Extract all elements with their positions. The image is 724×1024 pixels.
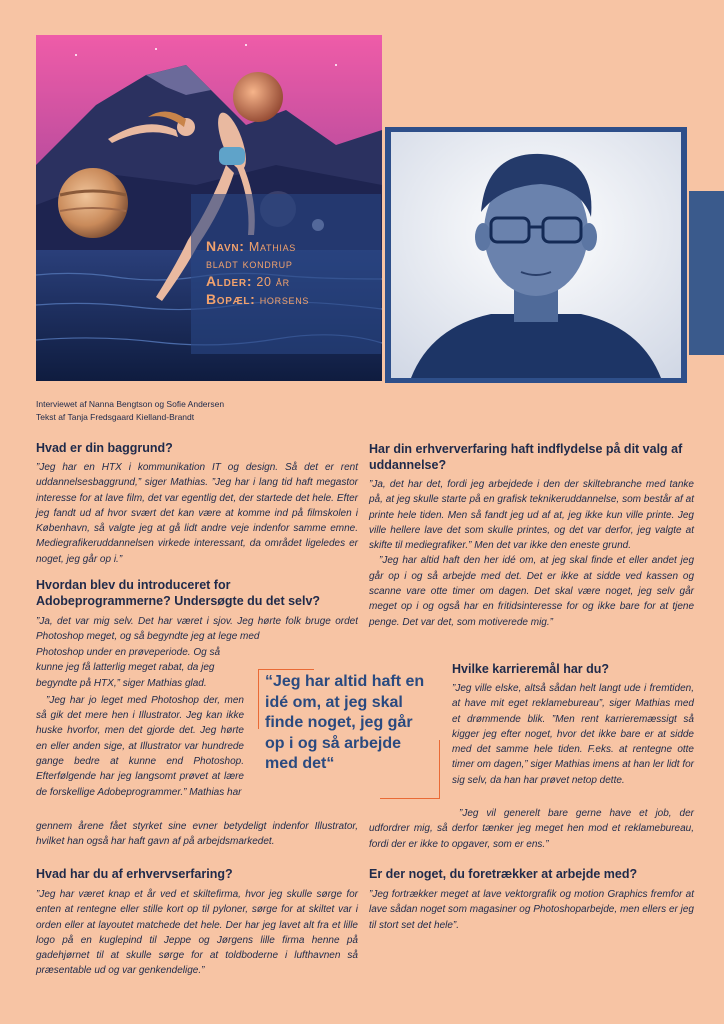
section-adobe-body-narrow [36,645,244,816]
residence-row [206,291,386,309]
pull-quote: “Jeg har altid haft en idé om, at jeg skal finde noget, jeg går op i og så arbejde med det“ [265,673,425,772]
section-experience [36,866,358,979]
section-preferences [369,866,694,933]
name-label: Navn: [206,238,245,254]
section-body-2: ”Jeg har altid haft den her idé om, at jeg skal finde et eller andet jeg går op i og så arbejde med det. Det er ikke at sidde ved kassen og scanne vare otte timer om dagen. Det skal være noget, jeg selv går meget op i og også har en fritidsinteresse for og ikke bare for at tjene penge. Det var det, som motiverede mig.” [369,555,694,628]
section-body: ”Jeg har en HTX i kommunikation IT og design. Så det er rent uddannelsesbaggrund,” siger Mathias. ”Jeg har i lang tid haft megastor interesse for at lave film, det var egentlig det, der startede det hele. Efter jeg fandt ud af hvor svært det kan være at komme ind på filmskolen i København, så valgte jeg at gå lidt andre veje indenfor samme emne. Mediegrafikeruddannelsen virkede interessant, da området ligeledes er noget, jeg går op i.” [36,462,358,565]
residence-label: Bopæl: [206,291,256,307]
section-body-tail: gennem årene fået styrket sine evner betydeligt indenfor Illustrator, hvilket han også har haft gavn af på arbejdsmarkedet. [36,821,358,848]
section-body: ”Ja, det har det, fordi jeg arbejdede i den der skiltebranche med tanke på, at jeg skulle starte på en grafisk teknikeruddannelse, som består af at printe hele tiden. Men så fandt jeg ud af at, jeg ikke kun ville printe. Jeg ville hellere lave det som skulle printes, og det var derfor, jeg valgte at skifte til mediegrafiker.” Men det var ikke den eneste grund. [369,479,694,552]
section-adobe-body-wide [36,614,358,644]
quote-frame-line [258,669,314,670]
portrait-photo [391,132,681,378]
interview-credit: Interviewet af Nanna Bengtson og Sofie Andersen [36,399,225,409]
section-career-goals [452,661,694,788]
section-title: Er der noget, du foretrækker at arbejde med? [369,867,638,881]
section-experience-influence [369,441,694,630]
section-body: ”Jeg fortrækker meget at lave vektorgrafik og motion Graphics fremfor at lave sådan noget som magasiner og Photoshoparbejde, men ellers er jeg til stort set det hele”. [369,889,694,931]
age-label: Alder: [206,273,253,289]
section-adobe-body-end [36,819,358,850]
section-title: Hvad har du af erhvervserfaring? [36,867,233,881]
age-value: 20 år [256,275,290,289]
section-title: Hvordan blev du introduceret for Adobeprogrammerne? Undersøgte du det selv? [36,578,321,608]
section-body: ”Jeg har været knap et år ved et skiltefirma, hvor jeg skulle sørge for enten at rentegne eller stille kort op til pyloner, sørge for at skiltet var i orden eller at layoutet matchede det hele. Der har jeg lavet alt fra et lille logo på en kuglepind til Jeppe og Jørgens lille firma henne på gadehjørnet til at skulle sørge for at toldboderne i lufthavnen så præsentable ud og var genkendelige.” [36,889,358,977]
section-background [36,440,358,567]
section-title: Har din erhververfaring haft indflydelse på dit valg af uddannelse? [369,442,683,472]
section-career-goals-cont [369,806,694,852]
sidebar-accent-bar [689,191,724,355]
quote-frame-line [439,740,440,799]
quote-frame-line [380,798,440,799]
name-value-continued: bladt kondrup [206,257,293,271]
text-credit: Tekst af Tanja Fredsgaard Kielland-Brandt [36,412,195,422]
quote-frame-line [258,669,259,729]
age-row [206,273,386,291]
section-body-lead: ”Ja, det var mig selv. Det har været i sjov. Jeg hørte folk bruge ordet Photoshop meget, og så begyndte jeg at lege med [36,616,358,643]
section-body: Photoshop under en prøveperiode. Og så kunne jeg få latterlig meget rabat, da jeg begyndte på HTX,” siger Mathias glad. [36,647,221,689]
section-title: Hvilke karrieremål har du? [452,662,610,676]
section-body-2: ”Jeg vil generelt bare gerne have et job, der udfordrer mig, så derfor tænker jeg meget hen mod et reklamebureau, fordi der er ikke to opgaver, som er ens.” [369,808,694,850]
credits [36,398,224,424]
section-body-2: ”Jeg har jo leget med Photoshop der, men så gik det mere hen i Illustrator. Jeg kan ikke huske hvorfor, men det gjorde det. Jeg hørte en eller anden sige, at Illustrator var hundrede gange bedre at kunne end Photoshop. Efterfølgende har jeg langsomt prøvet at lære de forskellige Adobeprogrammer.” Mathias har [36,694,244,798]
profile-info [206,238,386,309]
section-title: Hvad er din baggrund? [36,441,173,455]
name-row [206,238,386,256]
section-body: ”Jeg ville elske, altså sådan helt langt ude i fremtiden, at have mit eget reklamebureau”, siger Mathias med et drømmende blik. ”Men rent karrieremæssigt så kigger jeg efter noget, hvor det ikke bare er at sidde med det samme hele tiden. F.eks. at rentegne otte timer om dagen,” siger Mathias imens at han ler lidt for sig selv, da han har prøvet netop dette. [452,683,694,786]
section-adobe-intro [36,577,358,609]
name-value: Mathias [248,240,296,254]
residence-value: horsens [259,293,310,307]
